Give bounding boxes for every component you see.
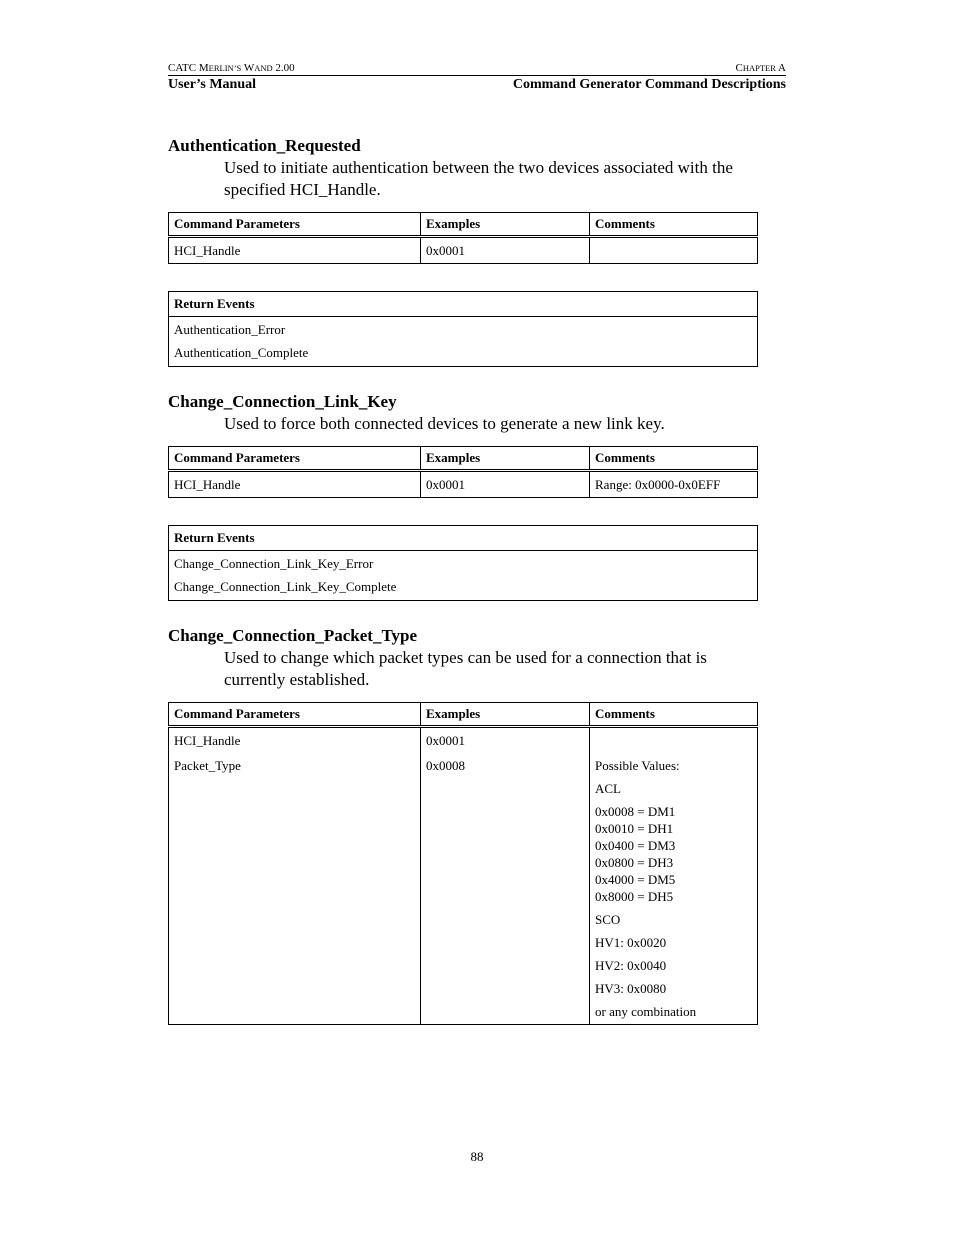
list-item: Authentication_Error — [174, 322, 286, 337]
return-events-table — [168, 525, 758, 601]
return-events-header: Return Events — [169, 292, 757, 317]
table-row: Packet_Type 0x0008 Possible Values: ACL 0x0008 = DM1 0x0010 = DH1 0x0400 = DM3 0x0800 = DH3 0x4000 = DM5 0x8000 = DH5 SCO HV1: 0x0020 HV2: 0x0040 HV3: 0x0080 or any combination — [169, 753, 758, 1025]
section-title: Change_Connection_Link_Key — [168, 392, 397, 411]
header-top-row — [168, 62, 786, 76]
command-parameters-table — [168, 212, 758, 264]
table-row: HCI_Handle 0x0001 — [169, 237, 758, 264]
section-description: Used to force both connected devices to generate a new link key. — [224, 414, 665, 433]
list-item: Change_Connection_Link_Key_Complete — [174, 579, 397, 594]
header-bottom-row — [168, 76, 786, 93]
command-parameters-table — [168, 446, 758, 498]
section-title: Authentication_Requested — [168, 136, 361, 155]
command-parameters-table — [168, 702, 758, 1025]
section-description: Used to change which packet types can be used for a connection that is currently established. — [224, 648, 707, 689]
table-row: HCI_Handle 0x0001 Range: 0x0000-0x0EFF — [169, 471, 758, 498]
header-product-title: CATC MERLIN’S WAND 2.00 — [168, 62, 295, 74]
header-section-title: Command Generator Command Descriptions — [512, 77, 786, 92]
section-title: Change_Connection_Packet_Type — [168, 626, 418, 645]
return-events-table — [168, 291, 758, 367]
section-description: Used to initiate authentication between the two devices associated with the specified HCI_Handle. — [224, 158, 733, 199]
section-authentication-requested — [168, 136, 758, 367]
header-chapter: CHAPTER A — [735, 62, 786, 74]
table-header-row: Command Parameters Examples Comments — [169, 447, 758, 471]
packet-type-comments: Possible Values: ACL 0x0008 = DM1 0x0010 = DH1 0x0400 = DM3 0x0800 = DH3 0x4000 = DM5 0x8000 = DH5 SCO HV1: 0x0020 HV2: 0x0040 HV3: 0x0080 or any combination — [590, 753, 758, 1025]
section-change-connection-packet-type — [168, 626, 758, 1025]
section-change-connection-link-key — [168, 392, 758, 601]
list-item: Change_Connection_Link_Key_Error — [174, 556, 374, 571]
page-number: 88 — [470, 1149, 484, 1164]
return-events-header: Return Events — [169, 526, 757, 551]
table-header-row: Command Parameters Examples Comments — [169, 703, 758, 727]
table-row: HCI_Handle 0x0001 — [169, 727, 758, 754]
table-header-row: Command Parameters Examples Comments — [169, 213, 758, 237]
list-item: Authentication_Complete — [174, 345, 309, 360]
running-header — [168, 62, 786, 93]
header-manual-title: User’s Manual — [168, 77, 257, 92]
